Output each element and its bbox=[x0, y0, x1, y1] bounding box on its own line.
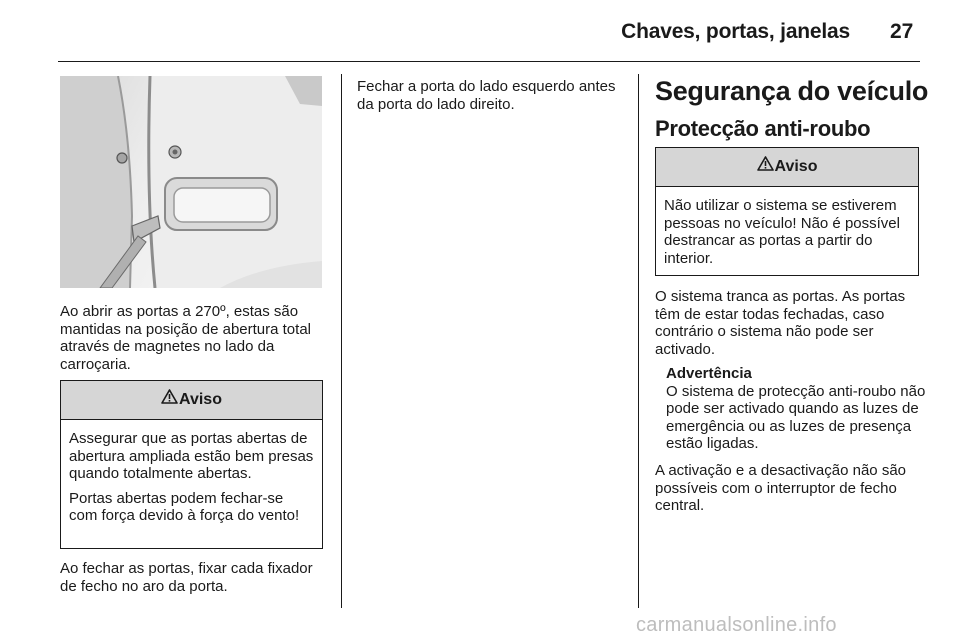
left-after-warning bbox=[60, 560, 330, 595]
left-caption bbox=[60, 303, 330, 373]
caption-text: Ao abrir as portas a 270º, estas são mantidas na posição de abertura total através de magnetes no lado da carroçaria. bbox=[60, 303, 311, 373]
warning-title: Aviso bbox=[179, 391, 222, 409]
page-header-title: Chaves, portas, janelas bbox=[621, 20, 850, 43]
body-text: Ao fechar as portas, fixar cada fixador de fecho no aro da porta. bbox=[60, 560, 313, 595]
section-heading: Segurança do veículo bbox=[655, 76, 929, 106]
middle-column bbox=[357, 78, 619, 113]
note-title: Advertência bbox=[666, 365, 752, 382]
section-subheading: Protecção anti-roubo bbox=[655, 116, 871, 141]
door-hinge-magnet-illustration-icon bbox=[60, 76, 322, 288]
warning-body bbox=[656, 187, 918, 280]
warning-header bbox=[656, 148, 918, 187]
column-divider-left bbox=[341, 74, 342, 608]
body-text: A activação e a desactivação não são possíveis com o interruptor de fecho central. bbox=[655, 462, 907, 514]
body-text: O sistema tranca as portas. As portas têm de estar todas fechadas, caso contrário o sistema não pode ser activado. bbox=[655, 288, 906, 358]
column-divider-right bbox=[638, 74, 639, 608]
header-rule bbox=[58, 61, 920, 62]
warning-paragraph: Não utilizar o sistema se estiverem pessoas no veículo! Não é possível destrancar as portas a partir do interior. bbox=[664, 197, 900, 267]
warning-box-right bbox=[655, 147, 919, 276]
warning-body bbox=[61, 420, 322, 538]
right-paragraph-2 bbox=[655, 462, 925, 515]
note-block bbox=[666, 365, 928, 453]
warning-title: Aviso bbox=[774, 158, 818, 176]
page-number: 27 bbox=[890, 20, 914, 43]
warning-triangle-icon bbox=[757, 148, 774, 186]
body-text: Fechar a porta do lado esquerdo antes da porta do lado direito. bbox=[357, 78, 616, 113]
watermark: carmanualsonline.info bbox=[636, 614, 837, 636]
warning-paragraph: Portas abertas podem fechar-se com força devido à força do vento! bbox=[69, 489, 300, 524]
door-figure bbox=[60, 76, 322, 288]
warning-box-left bbox=[60, 380, 323, 549]
warning-paragraph: Assegurar que as portas abertas de abertura ampliada estão bem presas quando totalmente abertas. bbox=[69, 430, 314, 482]
warning-header bbox=[61, 381, 322, 420]
note-text: O sistema de protecção anti-roubo não pode ser activado quando as luzes de emergência ou as luzes de presença estão ligadas. bbox=[666, 382, 926, 452]
warning-triangle-icon bbox=[161, 381, 178, 419]
right-paragraph-1 bbox=[655, 288, 925, 358]
